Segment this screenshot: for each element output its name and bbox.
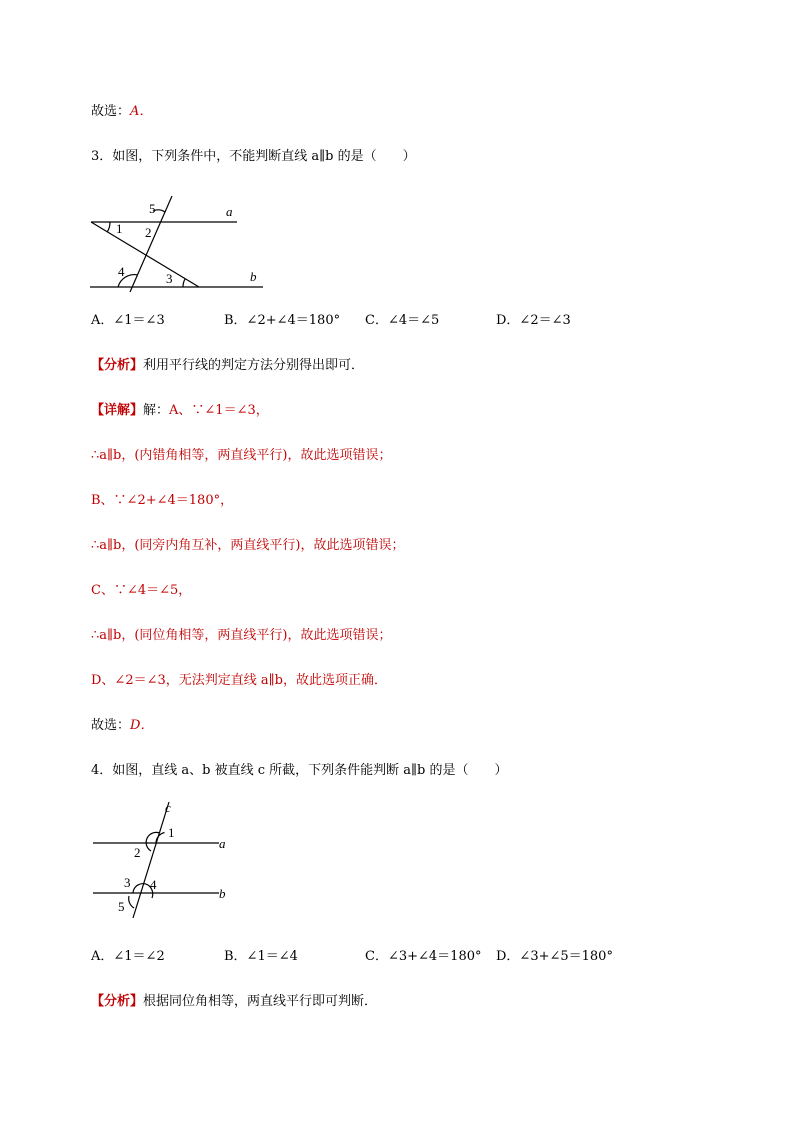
q3-detail-line-6: ∴a∥b，(同位角相等，两直线平行)，故此选项错误； bbox=[91, 628, 392, 643]
analysis-text: 利用平行线的判定方法分别得出即可． bbox=[143, 358, 365, 373]
fig3-label-a: a bbox=[226, 204, 233, 219]
q3-option-a: A．∠1＝∠3 bbox=[91, 313, 165, 328]
q4-figure bbox=[85, 800, 245, 925]
detail-pre: 解： bbox=[143, 403, 170, 418]
q3-option-b: B．∠2+∠4＝180° bbox=[224, 313, 341, 328]
conclusion-answer: A． bbox=[130, 104, 153, 119]
q3-detail-line-1 bbox=[91, 401, 269, 421]
q3-options bbox=[91, 311, 691, 331]
line-c bbox=[133, 802, 169, 918]
q3-stem: 3．如图，下列条件中，不能判断直线 a∥b 的是（ ） bbox=[91, 149, 416, 164]
q4-options bbox=[91, 947, 691, 967]
conclusion-label: 故选： bbox=[91, 718, 131, 733]
fig3-label-4: 4 bbox=[118, 264, 125, 279]
analysis-tag: 【分析】 bbox=[91, 358, 144, 373]
q4-option-d: D．∠3+∠5＝180° bbox=[496, 949, 613, 964]
q2-conclusion bbox=[91, 102, 152, 122]
q4-option-a: A．∠1＝∠2 bbox=[91, 949, 165, 964]
conclusion-answer: D． bbox=[130, 718, 154, 733]
q3-figure bbox=[85, 195, 275, 295]
fig3-label-b: b bbox=[250, 269, 257, 284]
q3-option-d: D．∠2＝∠3 bbox=[496, 313, 571, 328]
fig4-label-b: b bbox=[219, 886, 226, 901]
detail-tag: 【详解】 bbox=[91, 403, 144, 418]
q4-option-c: C．∠3+∠4＝180° bbox=[365, 949, 482, 964]
detail-text: A、∵∠1＝∠3， bbox=[169, 403, 269, 418]
q3-detail-line-5: C、∵∠4＝∠5， bbox=[91, 583, 192, 598]
q3-detail-line-3: B、∵∠2+∠4＝180°， bbox=[91, 493, 234, 508]
fig3-label-1: 1 bbox=[116, 221, 123, 236]
q3-option-c: C．∠4＝∠5 bbox=[365, 313, 440, 328]
q3-conclusion bbox=[91, 716, 153, 736]
fig3-label-2: 2 bbox=[145, 225, 152, 240]
fig4-label-3: 3 bbox=[124, 875, 131, 890]
fig3-label-3: 3 bbox=[166, 271, 173, 286]
q3-analysis bbox=[91, 356, 364, 376]
fig4-label-c: c bbox=[165, 800, 171, 815]
fig4-label-2: 2 bbox=[134, 845, 141, 860]
q3-detail-line-4: ∴a∥b，(同旁内角互补，两直线平行)，故此选项错误； bbox=[91, 538, 405, 553]
q3-detail-line-2: ∴a∥b，(内错角相等，两直线平行)，故此选项错误； bbox=[91, 448, 392, 463]
q4-analysis bbox=[91, 992, 377, 1012]
fig3-label-5: 5 bbox=[149, 201, 156, 216]
fig4-label-1: 1 bbox=[168, 825, 175, 840]
fig4-label-a: a bbox=[219, 836, 226, 851]
analysis-text: 根据同位角相等，两直线平行即可判断． bbox=[143, 994, 378, 1009]
q3-detail-line-7: D、∠2＝∠3，无法判定直线 a∥b，故此选项正确． bbox=[91, 673, 387, 688]
fig4-label-4: 4 bbox=[150, 877, 157, 892]
q4-stem: 4．如图，直线 a、b 被直线 c 所截，下列条件能判断 a∥b 的是（ ） bbox=[91, 763, 508, 778]
conclusion-label: 故选： bbox=[91, 104, 131, 119]
fig4-label-5: 5 bbox=[118, 899, 125, 914]
q4-option-b: B．∠1＝∠4 bbox=[224, 949, 298, 964]
analysis-tag: 【分析】 bbox=[91, 994, 144, 1009]
